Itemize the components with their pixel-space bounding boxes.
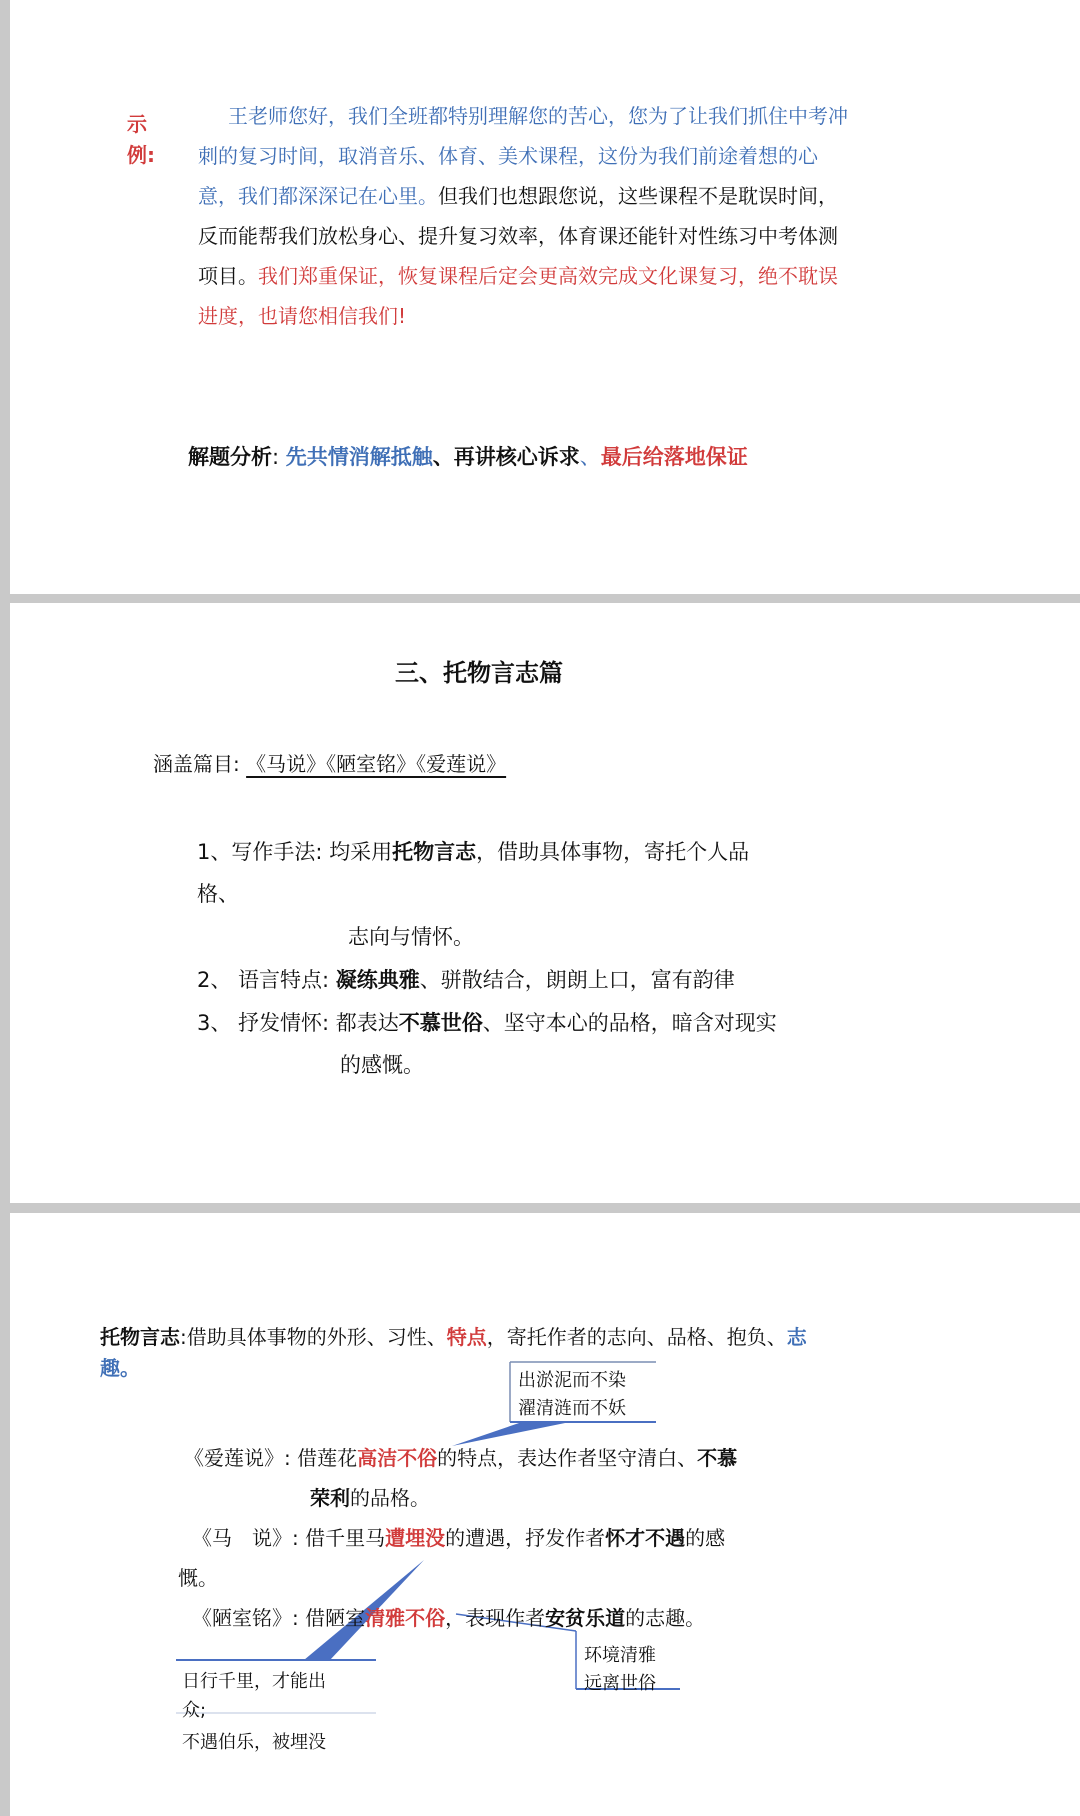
- note-horse-line-2: 众;: [182, 1700, 207, 1721]
- definition-line-2: 趣。: [100, 1356, 140, 1380]
- loushi-line: [192, 1598, 705, 1638]
- ailian-line-2: [310, 1478, 430, 1518]
- item-text: 3、 抒发情怀: 都表达: [197, 1011, 399, 1035]
- page-3: [10, 1213, 1080, 1816]
- item-keyword: 凝练典雅: [335, 968, 420, 992]
- item-text: 、坚守本心的品格，暗含对现实: [482, 1011, 777, 1035]
- example-line-3: [198, 176, 838, 216]
- covered-works-titles: 《马说》《陋室铭》《爱莲说》: [246, 752, 507, 776]
- item-2-line: [197, 959, 735, 1002]
- analysis-separator: 、: [579, 445, 601, 469]
- work-text: 《陋室铭》: 借陋室: [192, 1606, 366, 1630]
- item-3-line-2: 的感慨。: [340, 1053, 424, 1077]
- ailian-line-1: [184, 1438, 737, 1478]
- work-keyword: 安贫乐道: [545, 1606, 626, 1630]
- example-text-red: 我们郑重保证，恢复课程后定会更高效完成文化课复习，绝不耽误: [258, 264, 838, 288]
- definition-text: :借助具体事物的外形、习性、: [180, 1325, 447, 1349]
- item-keyword: 不慕世俗: [398, 1011, 483, 1035]
- definition-line-1: [100, 1320, 807, 1354]
- example-label-2: 例:: [127, 143, 155, 167]
- example-line-6: [198, 296, 406, 336]
- analysis-colon: :: [272, 445, 280, 469]
- work-keyword: 荣利: [310, 1486, 350, 1510]
- item-keyword: 托物言志: [392, 840, 477, 864]
- work-text: 《爱莲说》: 借莲花: [184, 1446, 358, 1470]
- covered-works-label: 涵盖篇目:: [153, 752, 247, 776]
- definition-term: 托物言志: [100, 1325, 180, 1349]
- item-text: 1、写作手法: 均采用: [197, 840, 393, 864]
- item-1-line-3: 志向与情怀。: [348, 925, 474, 949]
- analysis-step-3: 最后给落地保证: [600, 445, 748, 469]
- analysis-separator: 、: [432, 445, 454, 469]
- page-2: [10, 603, 1080, 1203]
- note-lotus-line-2: 濯清涟而不妖: [518, 1398, 626, 1419]
- analysis-step-2: 再讲核心诉求: [453, 445, 580, 469]
- mashuo-line-2: 慨。: [178, 1566, 218, 1590]
- item-text: ，借助具体事物，寄托个人品: [476, 840, 750, 864]
- example-text-black: 项目。: [198, 264, 258, 288]
- definition-highlight-blue: 志: [786, 1325, 807, 1349]
- note-room-line-1: 环境清雅: [584, 1645, 656, 1666]
- example-line-1: [228, 96, 848, 136]
- work-text: 的特点，表达作者坚守清白、: [437, 1446, 698, 1470]
- work-text: 的遭遇，抒发作者: [445, 1526, 606, 1550]
- work-text: ，表现作者: [445, 1606, 546, 1630]
- definition-highlight: 特点: [446, 1325, 487, 1349]
- example-text-blue: 刺的复习时间，取消音乐、体育、美术课程，这份为我们前途着想的心: [198, 144, 818, 168]
- example-label-1: 示: [127, 112, 147, 136]
- analysis-line: [188, 441, 748, 471]
- example-text-blue: 意，我们都深深记在心里。: [198, 184, 438, 208]
- note-horse-line-1: 日行千里，才能出: [182, 1671, 326, 1692]
- definition-text: ，寄托作者的志向、品格、抱负、: [486, 1325, 787, 1349]
- work-text: 的品格。: [350, 1486, 430, 1510]
- example-text-red: 进度，也请您相信我们!: [198, 304, 407, 328]
- work-highlight: 遭埋没: [385, 1526, 446, 1550]
- section-title: 三、托物言志篇: [395, 659, 563, 687]
- work-text: 的志趣。: [625, 1606, 706, 1630]
- note-room-line-2: 远离世俗: [584, 1673, 656, 1694]
- item-1-line-1: [197, 831, 749, 874]
- example-line-2: [198, 136, 818, 176]
- example-line-4: [198, 216, 838, 256]
- item-text: 、骈散结合，朗朗上口，富有韵律: [419, 968, 735, 992]
- work-text: 《马 说》: 借千里马: [192, 1526, 386, 1550]
- work-text: 的感: [685, 1526, 726, 1550]
- work-keyword: 不慕: [697, 1446, 738, 1470]
- example-text-blue: 王老师您好，我们全班都特别理解您的苦心，您为了让我们抓住中考冲: [228, 104, 848, 128]
- note-lotus-line-1: 出淤泥而不染: [518, 1370, 626, 1391]
- work-highlight: 清雅不俗: [365, 1606, 446, 1630]
- covered-works-line: [153, 748, 506, 777]
- example-text-black: 但我们也想跟您说，这些课程不是耽误时间，: [438, 184, 838, 208]
- annotation-lines: [10, 1213, 1080, 1816]
- analysis-label: 解题分析: [188, 445, 272, 469]
- example-line-5: [198, 256, 838, 296]
- analysis-step-1: 先共情消解抵触: [285, 445, 433, 469]
- item-3-line-1: [197, 1002, 777, 1045]
- note-horse-line-3: 不遇伯乐，被埋没: [182, 1732, 326, 1753]
- work-keyword: 怀才不遇: [605, 1526, 686, 1550]
- work-highlight: 高洁不俗: [357, 1446, 438, 1470]
- item-1-line-2: 格、: [197, 882, 239, 906]
- mashuo-line-1: [192, 1518, 725, 1558]
- example-text-black: 反而能帮我们放松身心、提升复习效率，体育课还能针对性练习中考体测: [198, 224, 838, 248]
- item-text: 2、 语言特点:: [197, 968, 336, 992]
- page-1: [10, 0, 1080, 594]
